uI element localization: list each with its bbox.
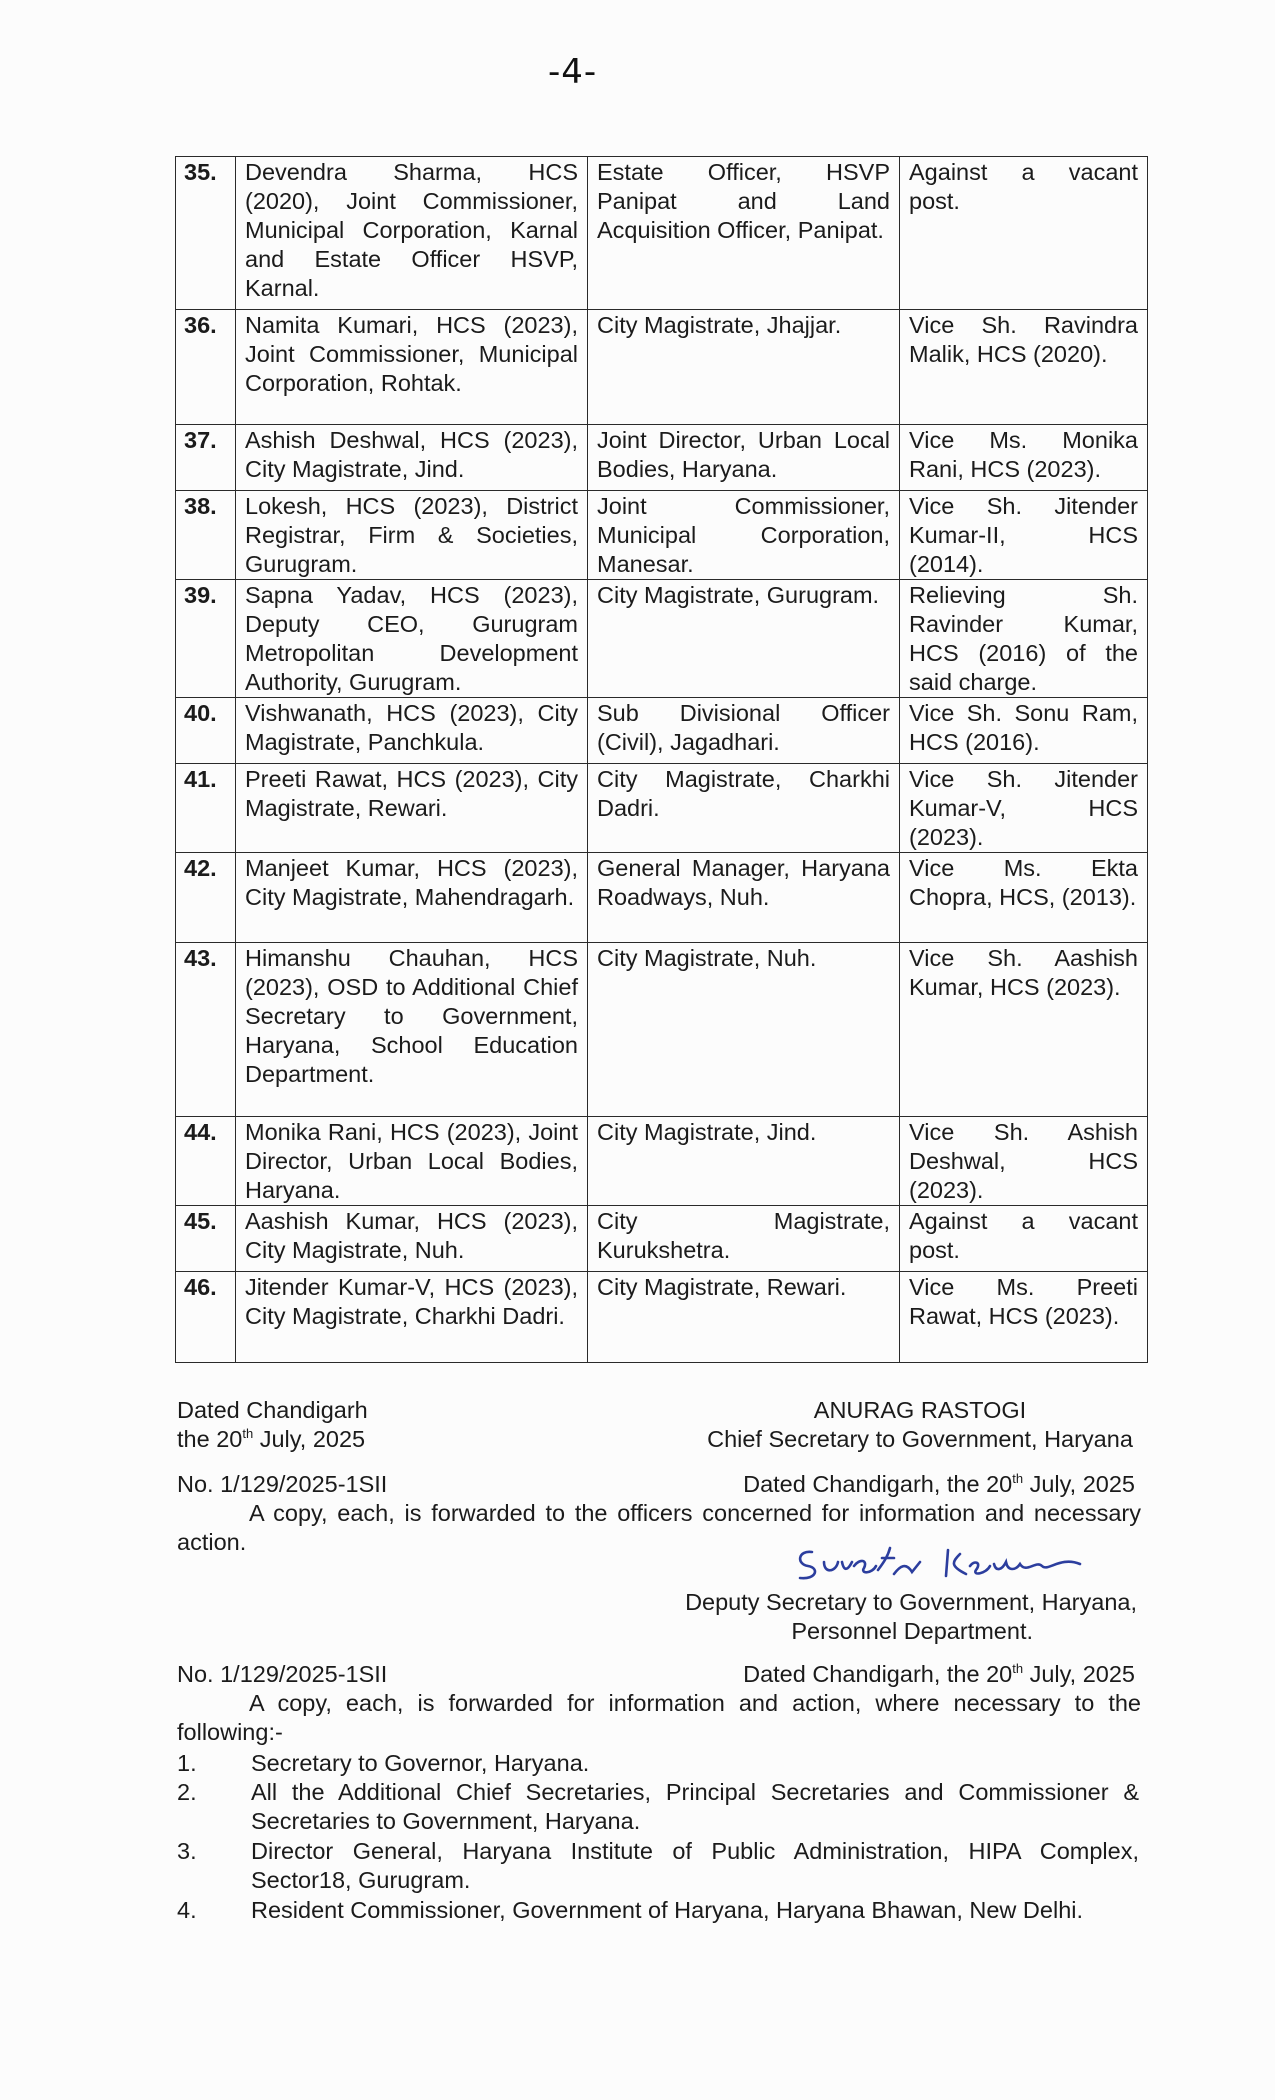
posted-as: City Magistrate, Jhajjar.: [588, 310, 900, 425]
posted-as: Joint Commissioner, Municipal Corporation, Manesar.: [588, 491, 900, 580]
table-row: [176, 580, 1148, 698]
remarks: Against a vacant post.: [900, 1206, 1148, 1272]
table-row: [176, 698, 1148, 764]
posted-as: Sub Divisional Officer (Civil), Jagadhari.: [588, 698, 900, 764]
officer-details: Aashish Kumar, HCS (2023), City Magistrate, Nuh.: [236, 1206, 588, 1272]
serial-number: 35.: [176, 157, 236, 310]
endorsement-text: A copy, each, is forwarded to the officers concerned for information and necessary action.: [177, 1500, 1141, 1555]
list-item: 3. Director General, Haryana Institute of Public Administration, HIPA Complex, Sector18, Gurugram.: [177, 1838, 1139, 1893]
posted-as: City Magistrate, Charkhi Dadri.: [588, 764, 900, 853]
remarks: Relieving Sh. Ravinder Kumar, HCS (2016) of the said charge.: [900, 580, 1148, 698]
officer-details: Monika Rani, HCS (2023), Joint Director, Urban Local Bodies, Haryana.: [236, 1117, 588, 1206]
table-row: [176, 853, 1148, 943]
personnel-department: Personnel Department.: [791, 1618, 1033, 1644]
endorsement-date: Dated Chandigarh, the 20th July, 2025: [743, 1661, 1135, 1687]
officer-details: Namita Kumari, HCS (2023), Joint Commissioner, Municipal Corporation, Rohtak.: [236, 310, 588, 425]
posted-as: General Manager, Haryana Roadways, Nuh.: [588, 853, 900, 943]
table-row: [176, 310, 1148, 425]
officer-details: Vishwanath, HCS (2023), City Magistrate, Panchkula.: [236, 698, 588, 764]
serial-number: 38.: [176, 491, 236, 580]
remarks: Vice Ms. Ekta Chopra, HCS, (2013).: [900, 853, 1148, 943]
list-item: 1. Secretary to Governor, Haryana.: [177, 1750, 590, 1776]
table-row: [176, 425, 1148, 491]
serial-number: 44.: [176, 1117, 236, 1206]
table-row: [176, 491, 1148, 580]
endorsement-number: No. 1/129/2025-1SII: [177, 1661, 388, 1687]
serial-number: 36.: [176, 310, 236, 425]
list-item: 4. Resident Commissioner, Government of Haryana, Haryana Bhawan, New Delhi.: [177, 1897, 1084, 1923]
endorsement-date: Dated Chandigarh, the 20th July, 2025: [743, 1471, 1135, 1497]
remarks: Vice Sh. Ravindra Malik, HCS (2020).: [900, 310, 1148, 425]
signature: [790, 1536, 1100, 1588]
remarks: Vice Sh. Jitender Kumar-V, HCS (2023).: [900, 764, 1148, 853]
officer-details: Jitender Kumar-V, HCS (2023), City Magistrate, Charkhi Dadri.: [236, 1272, 588, 1363]
table-row: [176, 1206, 1148, 1272]
posted-as: Estate Officer, HSVP Panipat and Land Acquisition Officer, Panipat.: [588, 157, 900, 310]
page-number: -4-: [548, 52, 598, 92]
posted-as: City Magistrate, Kurukshetra.: [588, 1206, 900, 1272]
posted-as: City Magistrate, Rewari.: [588, 1272, 900, 1363]
signatory-name: ANURAG RASTOGI: [813, 1397, 1027, 1423]
serial-number: 41.: [176, 764, 236, 853]
remarks: Vice Sh. Aashish Kumar, HCS (2023).: [900, 943, 1148, 1117]
serial-number: 37.: [176, 425, 236, 491]
dated-place: Dated Chandigarh: [177, 1397, 368, 1423]
list-item: 2. All the Additional Chief Secretaries, Principal Secretaries and Commissioner & Secretaries to Government, Haryana.: [177, 1779, 1139, 1834]
remarks: Vice Ms. Monika Rani, HCS (2023).: [900, 425, 1148, 491]
officer-details: Sapna Yadav, HCS (2023), Deputy CEO, Gurugram Metropolitan Development Authority, Gurugram.: [236, 580, 588, 698]
table-row: [176, 1117, 1148, 1206]
remarks: Vice Sh. Ashish Deshwal, HCS (2023).: [900, 1117, 1148, 1206]
posted-as: City Magistrate, Gurugram.: [588, 580, 900, 698]
serial-number: 45.: [176, 1206, 236, 1272]
table-row: [176, 1272, 1148, 1363]
serial-number: 43.: [176, 943, 236, 1117]
officer-details: Ashish Deshwal, HCS (2023), City Magistrate, Jind.: [236, 425, 588, 491]
remarks: Vice Sh. Sonu Ram, HCS (2016).: [900, 698, 1148, 764]
remarks: Vice Ms. Preeti Rawat, HCS (2023).: [900, 1272, 1148, 1363]
serial-number: 40.: [176, 698, 236, 764]
transfer-orders-table: [175, 156, 1148, 1363]
posted-as: City Magistrate, Nuh.: [588, 943, 900, 1117]
table-row: [176, 764, 1148, 853]
serial-number: 46.: [176, 1272, 236, 1363]
table-row: [176, 943, 1148, 1117]
serial-number: 42.: [176, 853, 236, 943]
officer-details: Himanshu Chauhan, HCS (2023), OSD to Additional Chief Secretary to Government, Haryana, School Education Department.: [236, 943, 588, 1117]
signatory-title: Chief Secretary to Government, Haryana: [707, 1426, 1133, 1452]
dated-day: the 20th July, 2025: [177, 1426, 366, 1452]
table-row: [176, 157, 1148, 310]
remarks: Vice Sh. Jitender Kumar-II, HCS (2014).: [900, 491, 1148, 580]
posted-as: Joint Director, Urban Local Bodies, Haryana.: [588, 425, 900, 491]
posted-as: City Magistrate, Jind.: [588, 1117, 900, 1206]
serial-number: 39.: [176, 580, 236, 698]
officer-details: Lokesh, HCS (2023), District Registrar, Firm & Societies, Gurugram.: [236, 491, 588, 580]
officer-details: Preeti Rawat, HCS (2023), City Magistrate, Rewari.: [236, 764, 588, 853]
remarks: Against a vacant post.: [900, 157, 1148, 310]
officer-details: Manjeet Kumar, HCS (2023), City Magistrate, Mahendragarh.: [236, 853, 588, 943]
officer-details: Devendra Sharma, HCS (2020), Joint Commissioner, Municipal Corporation, Karnal and Estate Officer HSVP, Karnal.: [236, 157, 588, 310]
deputy-secretary-designation: Deputy Secretary to Government, Haryana,: [685, 1589, 1137, 1615]
endorsement-number: No. 1/129/2025-1SII: [177, 1471, 388, 1497]
endorsement-text: A copy, each, is forwarded for information and action, where necessary to the following:-: [177, 1690, 1141, 1745]
